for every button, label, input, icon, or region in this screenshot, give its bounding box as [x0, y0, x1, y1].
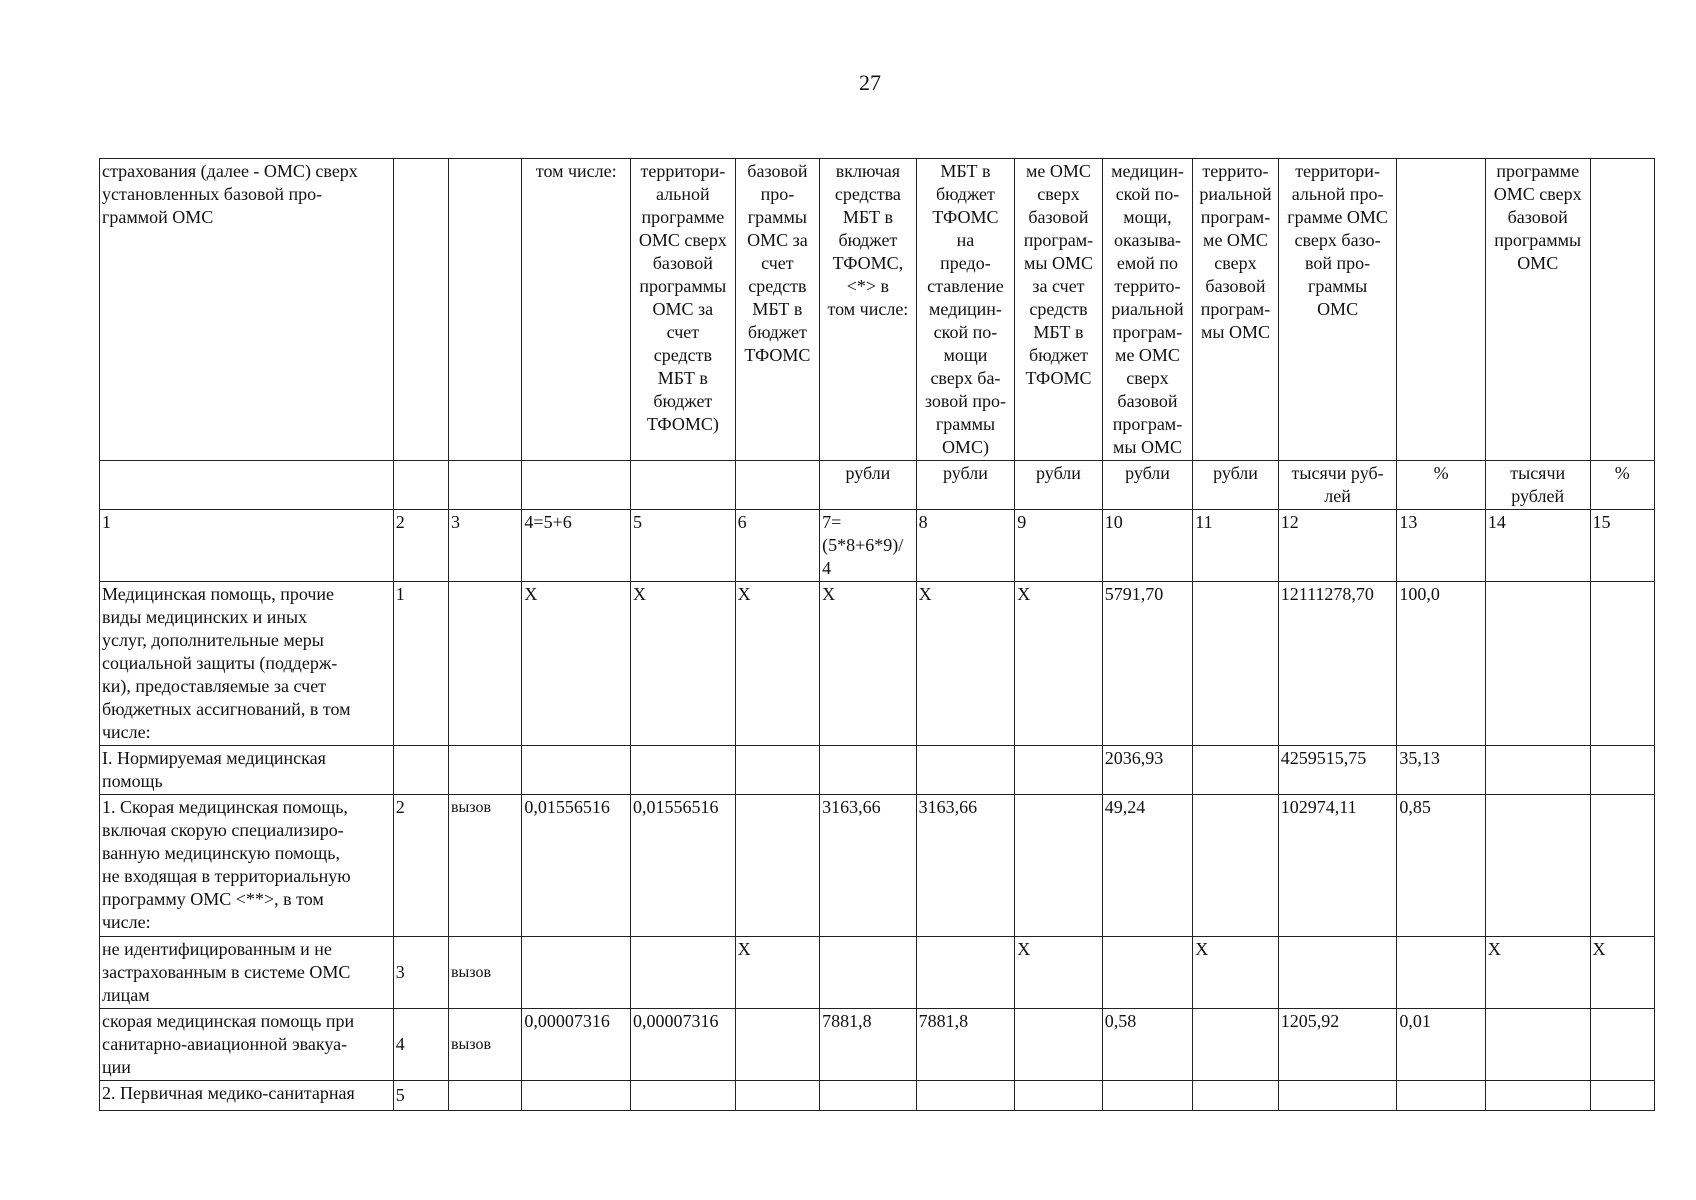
table-cell — [1193, 1081, 1278, 1111]
units-cell — [100, 461, 394, 510]
table-cell: X — [820, 582, 917, 746]
table-cell — [1015, 1081, 1103, 1111]
table-cell: 7881,8 — [916, 1009, 1015, 1081]
units-cell: % — [1590, 461, 1655, 510]
header-cell: базовой про- граммы ОМС за счет средств МБТ в бюджет ТФОМС — [735, 159, 819, 461]
units-cell: рубли — [1193, 461, 1278, 510]
header-cell: медицин- ской по- мощи, оказыва- емой по террито- риальной програм- ме ОМС сверх базовой програм- мы ОМС — [1102, 159, 1193, 461]
table-cell — [735, 1081, 819, 1111]
table-row — [100, 937, 1655, 1009]
header-cell: территори- альной программе ОМС сверх базовой программы ОМС за счет средств МБТ в бюджет ТФОМС) — [631, 159, 736, 461]
units-cell: тысячи рублей — [1485, 461, 1590, 510]
row-label: 1. Скорая медицинская помощь, включая скорую специализиро- ванную медицинскую помощь, не входящая в территориальную программу ОМС <**>, в том числе: — [100, 795, 394, 937]
table-cell — [1015, 795, 1103, 937]
table-cell: X — [916, 582, 1015, 746]
table-cell — [916, 1081, 1015, 1111]
table-cell: 3163,66 — [916, 795, 1015, 937]
table-cell — [1193, 795, 1278, 937]
table-cell: 5791,70 — [1102, 582, 1193, 746]
table-cell — [1485, 795, 1590, 937]
table-cell: 0,58 — [1102, 1009, 1193, 1081]
table-cell — [449, 746, 522, 795]
table-cell: вызов — [449, 795, 522, 937]
table-cell: вызов — [449, 1009, 522, 1081]
table-cell — [735, 746, 819, 795]
units-cell — [631, 461, 736, 510]
table-cell: 0,01556516 — [522, 795, 631, 937]
table-row — [100, 746, 1655, 795]
table-cell: 0,00007316 — [522, 1009, 631, 1081]
header-cell — [1397, 159, 1486, 461]
table-cell: 49,24 — [1102, 795, 1193, 937]
table-cell — [1278, 937, 1397, 1009]
header-cell: МБТ в бюджет ТФОМС на предо- ставление медицин- ской по- мощи сверх ба- зовой про- граммы ОМС) — [916, 159, 1015, 461]
column-number-cell: 12 — [1278, 510, 1397, 582]
column-number-cell: 11 — [1193, 510, 1278, 582]
units-row — [100, 461, 1655, 510]
row-label: I. Нормируемая медицинская помощь — [100, 746, 394, 795]
column-number-cell: 15 — [1590, 510, 1655, 582]
table-cell — [631, 1081, 736, 1111]
table-row — [100, 795, 1655, 937]
column-number-cell: 1 — [100, 510, 394, 582]
table-cell — [522, 746, 631, 795]
units-cell: рубли — [916, 461, 1015, 510]
table-cell: X — [1193, 937, 1278, 1009]
table-cell: X — [735, 582, 819, 746]
table-cell — [1590, 795, 1655, 937]
table-cell — [631, 746, 736, 795]
table-cell: 0,85 — [1397, 795, 1486, 937]
table-cell — [393, 746, 448, 795]
table-cell: X — [631, 582, 736, 746]
column-number-cell: 7= (5*8+6*9)/ 4 — [820, 510, 917, 582]
table-cell — [820, 937, 917, 1009]
table-cell: 12111278,70 — [1278, 582, 1397, 746]
table-cell: 0,01556516 — [631, 795, 736, 937]
table-cell: 3 — [393, 937, 448, 1009]
table-cell: 2 — [393, 795, 448, 937]
column-number-cell: 5 — [631, 510, 736, 582]
table-cell — [449, 1081, 522, 1111]
table-cell — [916, 746, 1015, 795]
header-cell — [449, 159, 522, 461]
table-cell: вызов — [449, 937, 522, 1009]
units-cell — [522, 461, 631, 510]
table-cell: 0,01 — [1397, 1009, 1486, 1081]
table-cell: 1 — [393, 582, 448, 746]
table-cell: X — [735, 937, 819, 1009]
row-label: Медицинская помощь, прочие виды медицинских и иных услуг, дополнительные меры социальной защиты (поддерж- ки), предоставляемые за счет бюджетных ассигнований, в том числе: — [100, 582, 394, 746]
table-cell: 100,0 — [1397, 582, 1486, 746]
table-cell — [1590, 746, 1655, 795]
table-cell — [1193, 1009, 1278, 1081]
table-cell — [1397, 937, 1486, 1009]
header-cell: ме ОМС сверх базовой програм- мы ОМС за счет средств МБТ в бюджет ТФОМС — [1015, 159, 1103, 461]
table-cell — [631, 937, 736, 1009]
units-cell — [449, 461, 522, 510]
row-label: скорая медицинская помощь при санитарно-авиационной эвакуа- ции — [100, 1009, 394, 1081]
table-cell — [1590, 582, 1655, 746]
table-cell: 2036,93 — [1102, 746, 1193, 795]
units-cell — [735, 461, 819, 510]
table-cell: X — [1015, 937, 1103, 1009]
header-cell: включая средства МБТ в бюджет ТФОМС, <*> в том числе: — [820, 159, 917, 461]
page-number: 27 — [859, 70, 881, 95]
table-cell: X — [1590, 937, 1655, 1009]
column-number-cell: 4=5+6 — [522, 510, 631, 582]
table-cell: X — [1015, 582, 1103, 746]
table-cell — [1015, 1009, 1103, 1081]
table-row — [100, 1081, 1655, 1111]
table-cell — [735, 1009, 819, 1081]
table-cell — [820, 1081, 917, 1111]
table-row — [100, 582, 1655, 746]
column-number-cell: 10 — [1102, 510, 1193, 582]
table-cell — [1485, 746, 1590, 795]
table-cell: 35,13 — [1397, 746, 1486, 795]
table-cell — [522, 937, 631, 1009]
column-numbers-row — [100, 510, 1655, 582]
column-number-cell: 14 — [1485, 510, 1590, 582]
units-cell: рубли — [1015, 461, 1103, 510]
units-cell: рубли — [820, 461, 917, 510]
table-cell — [1485, 1009, 1590, 1081]
header-cell: том числе: — [522, 159, 631, 461]
table-cell: 5 — [393, 1081, 448, 1111]
table-cell — [1485, 1081, 1590, 1111]
table-cell: X — [522, 582, 631, 746]
financing-table — [99, 158, 1655, 1111]
column-number-cell: 6 — [735, 510, 819, 582]
table-cell — [1193, 746, 1278, 795]
table-cell — [820, 746, 917, 795]
column-number-cell: 8 — [916, 510, 1015, 582]
table-cell — [1102, 1081, 1193, 1111]
header-cell: территори- альной про- грамме ОМС сверх базо- вой про- граммы ОМС — [1278, 159, 1397, 461]
units-cell — [393, 461, 448, 510]
table-cell — [1102, 937, 1193, 1009]
table-cell — [735, 795, 819, 937]
header-row — [100, 159, 1655, 461]
header-cell: террито- риальной програм- ме ОМС сверх базовой програм- мы ОМС — [1193, 159, 1278, 461]
table-cell: 1205,92 — [1278, 1009, 1397, 1081]
table-cell: 4 — [393, 1009, 448, 1081]
header-cell: программе ОМС сверх базовой программы ОМС — [1485, 159, 1590, 461]
table-cell — [1193, 582, 1278, 746]
column-number-cell: 9 — [1015, 510, 1103, 582]
header-cell — [1590, 159, 1655, 461]
row-label: не идентифицированным и не застрахованным в системе ОМС лицам — [100, 937, 394, 1009]
table-cell — [522, 1081, 631, 1111]
table-cell — [1485, 582, 1590, 746]
table-cell — [449, 582, 522, 746]
column-number-cell: 2 — [393, 510, 448, 582]
header-cell: страхования (далее - ОМС) сверх установленных базовой про- граммой ОМС — [100, 159, 394, 461]
row-label: 2. Первичная медико-санитарная — [100, 1081, 394, 1111]
table-cell — [1015, 746, 1103, 795]
units-cell: % — [1397, 461, 1486, 510]
table-cell: 3163,66 — [820, 795, 917, 937]
table-cell — [1397, 1081, 1486, 1111]
table-row — [100, 1009, 1655, 1081]
table-cell — [1590, 1081, 1655, 1111]
table-cell — [916, 937, 1015, 1009]
units-cell: тысячи руб- лей — [1278, 461, 1397, 510]
table-cell: 102974,11 — [1278, 795, 1397, 937]
table-cell — [1278, 1081, 1397, 1111]
header-cell — [393, 159, 448, 461]
table-cell: 7881,8 — [820, 1009, 917, 1081]
table-cell: 0,00007316 — [631, 1009, 736, 1081]
units-cell: рубли — [1102, 461, 1193, 510]
table-cell: 4259515,75 — [1278, 746, 1397, 795]
column-number-cell: 13 — [1397, 510, 1486, 582]
table-cell — [1590, 1009, 1655, 1081]
table-cell: X — [1485, 937, 1590, 1009]
column-number-cell: 3 — [449, 510, 522, 582]
